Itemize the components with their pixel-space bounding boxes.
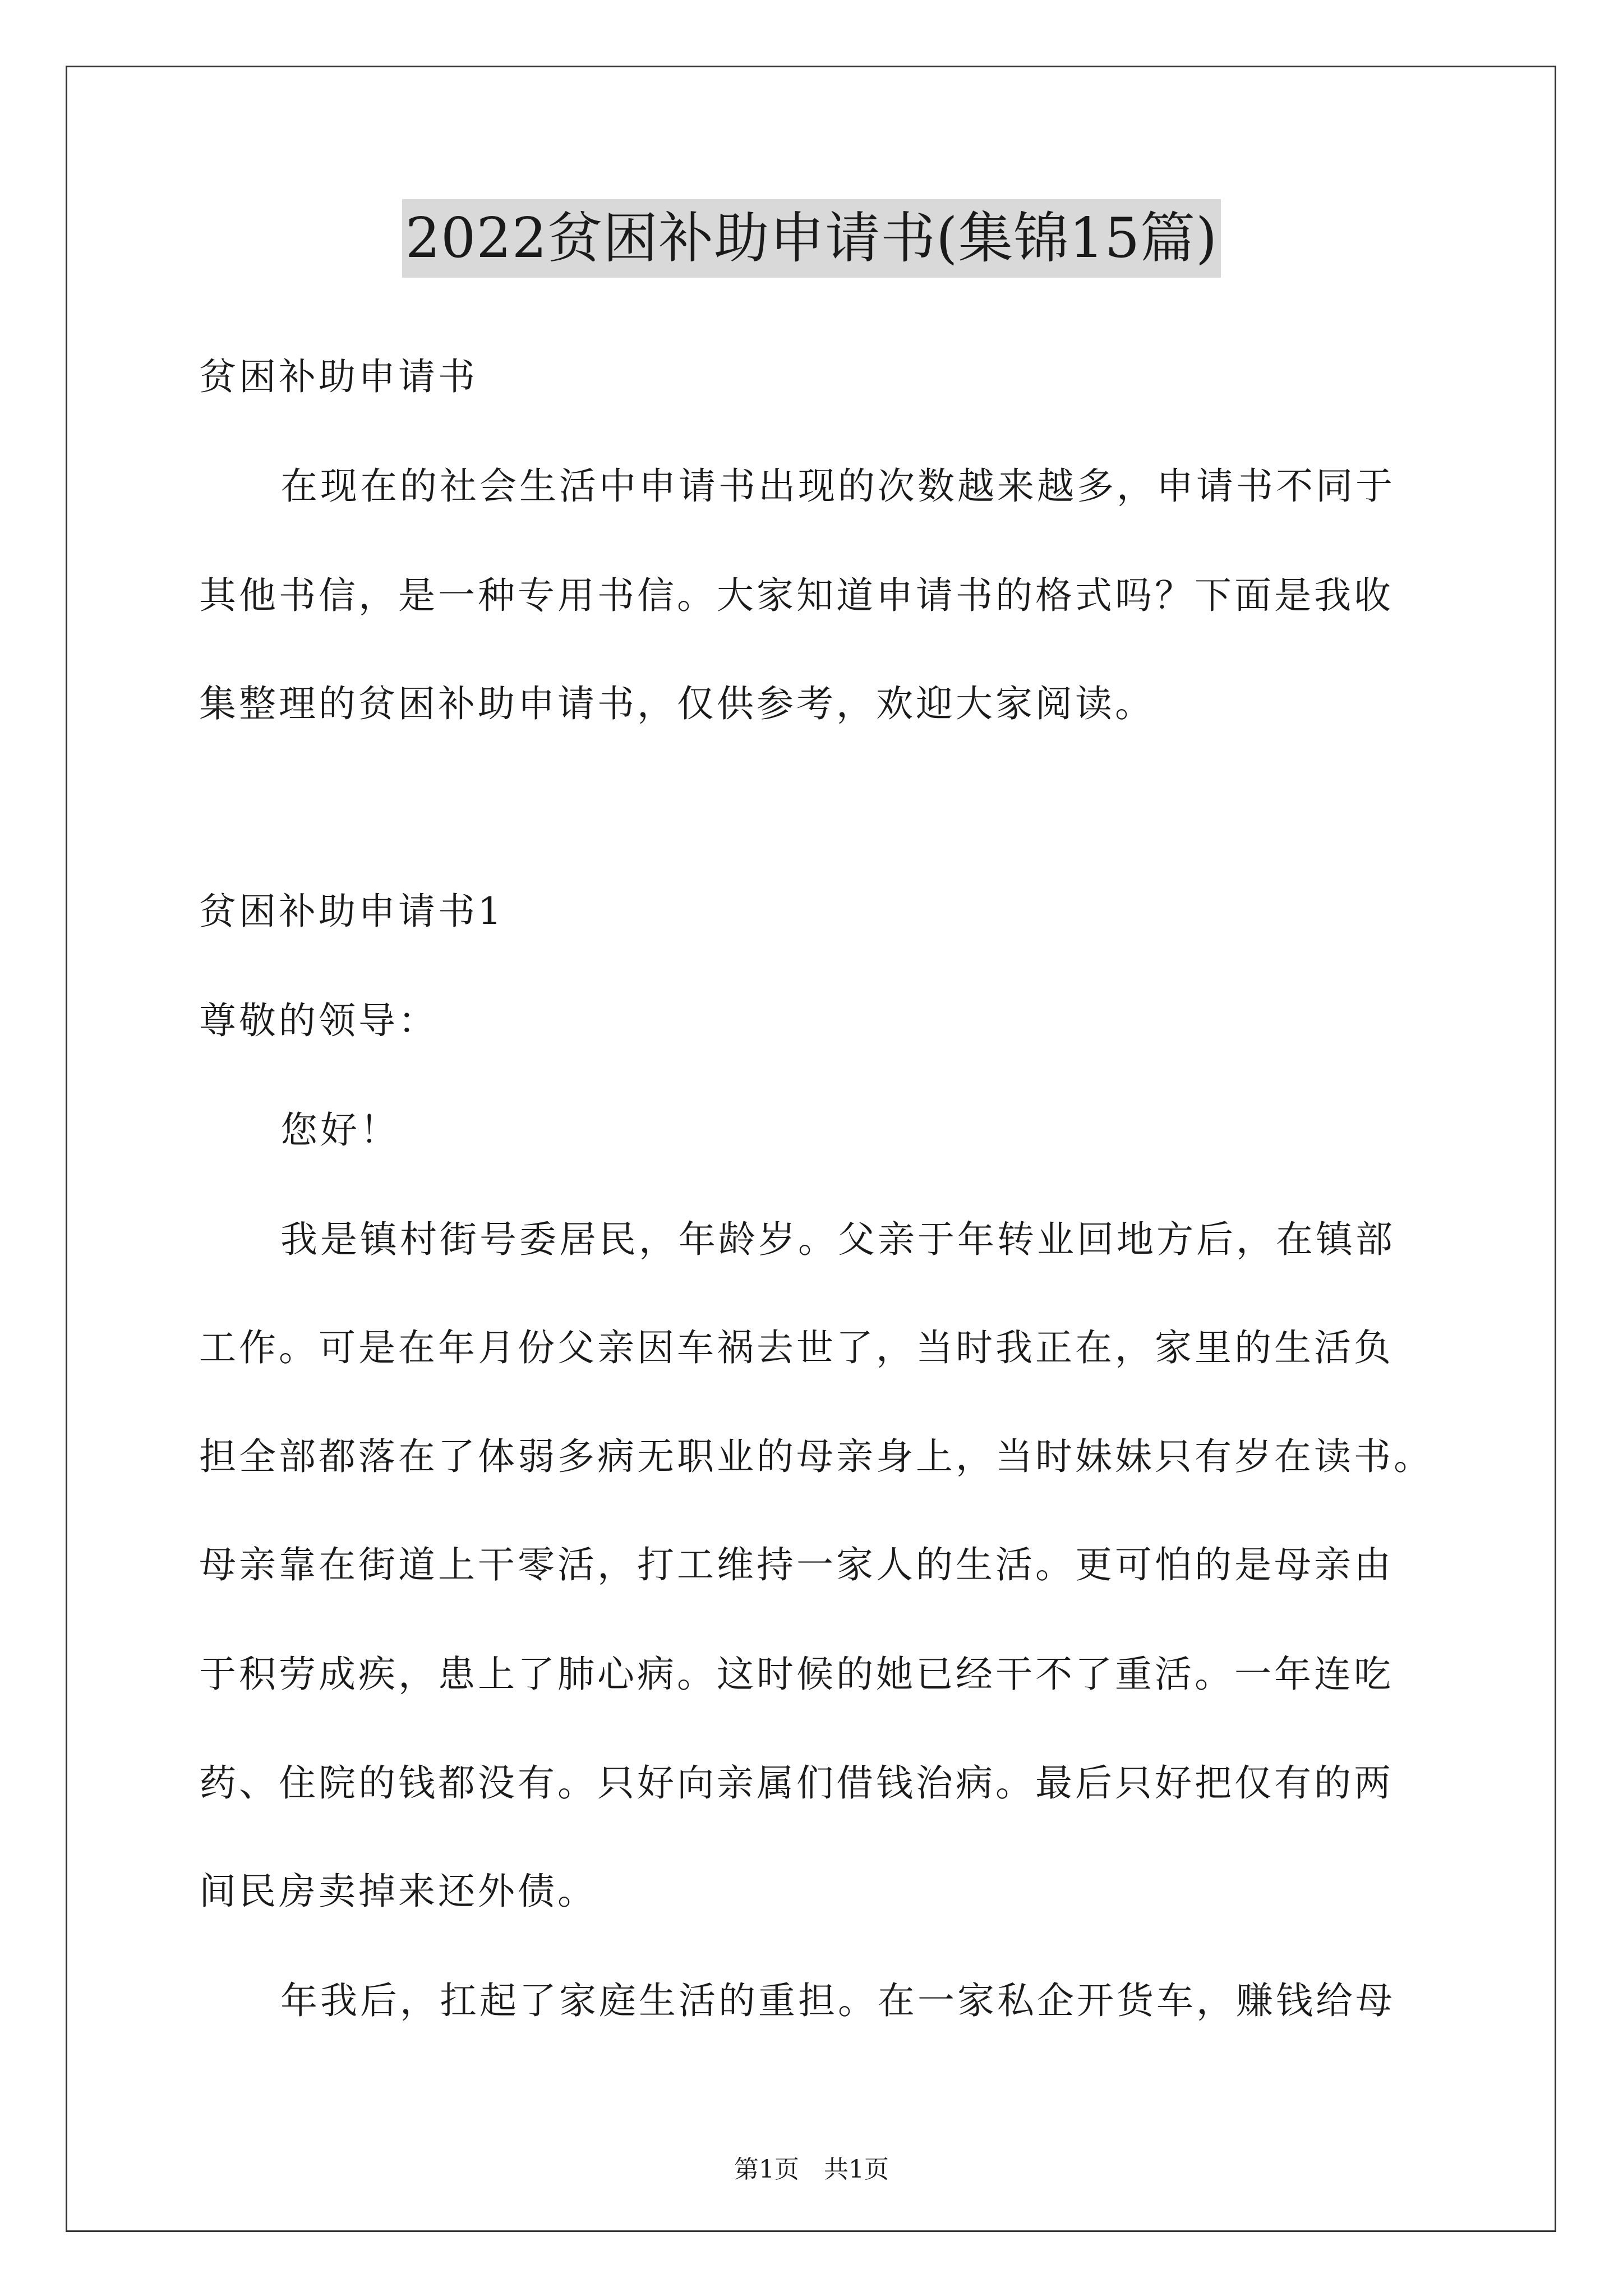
- intro-line: 其他书信，是一种专用书信。大家知道申请书的格式吗？下面是我收: [199, 574, 1394, 617]
- paragraph-line: 我是镇村街号委居民，年龄岁。父亲于年转业回地方后，在镇部: [280, 1218, 1395, 1261]
- document-title: 2022贫困补助申请书(集锦15篇): [402, 199, 1221, 278]
- paragraph-line: 母亲靠在街道上干零活，打工维持一家人的生活。更可怕的是母亲由: [199, 1543, 1394, 1586]
- intro-line: 集整理的贫困补助申请书，仅供参考，欢迎大家阅读。: [199, 682, 1155, 725]
- intro-heading: 贫困补助申请书: [199, 355, 478, 398]
- section-heading: 贫困补助申请书1: [199, 890, 504, 933]
- paragraph-line: 年我后，扛起了家庭生活的重担。在一家私企开货车，赚钱给母: [280, 1979, 1395, 2022]
- page-footer: 第1页 共1页: [734, 2155, 889, 2184]
- paragraph-line: 工作。可是在年月份父亲因车祸去世了，当时我正在，家里的生活负: [199, 1326, 1394, 1369]
- paragraph-line: 于积劳成疾，患上了肺心病。这时候的她已经干不了重活。一年连吃: [199, 1653, 1394, 1696]
- paragraph-line: 药、住院的钱都没有。只好向亲属们借钱治病。最后只好把仅有的两: [199, 1761, 1394, 1805]
- intro-line: 在现在的社会生活中申请书出现的次数越来越多，申请书不同于: [280, 464, 1395, 508]
- paragraph-line: 担全部都落在了体弱多病无职业的母亲身上，当时妹妹只有岁在读书。: [199, 1435, 1433, 1478]
- salutation: 尊敬的领导：: [199, 999, 438, 1042]
- greeting: 您好！: [280, 1108, 400, 1152]
- paragraph-line: 间民房卖掉来还外债。: [199, 1870, 597, 1913]
- title-container: [0, 199, 1623, 278]
